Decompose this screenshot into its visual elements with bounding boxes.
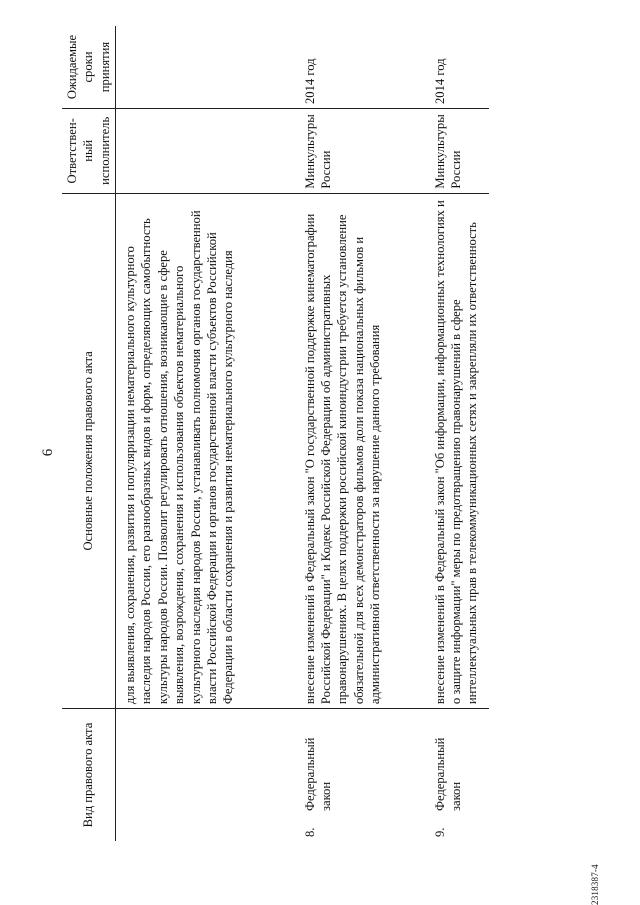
legal-acts-table (62, 26, 489, 841)
header-deadline: Ожидаемые сроки принятия (62, 26, 116, 109)
act-type-cell (296, 709, 426, 841)
header-provisions: Основные положения правового акта (62, 193, 116, 708)
executor-cell: Минкультуры России (296, 109, 426, 194)
header-act-type: Вид правового акта (62, 709, 116, 841)
row-number: 8. (302, 827, 317, 837)
deadline-cell (116, 26, 296, 109)
provisions-cell: для выявления, сохранения, развития и популяризации нематериального культурного наследия народов России, его разнообразных видов и форм, определяющих самобытность культуры народов России. Позволит регулировать отношения, возникающие в сфере выявления, возрождения, сохранения и использования объектов нематериального культурного наследия народов России, устанавливать полномочия органов государственной власти Российской Федерации и органов государственной власти субъектов Российской Федерации в области сохранения и развития нематериального культурного наследия (116, 193, 296, 708)
page-number: 6 (40, 448, 56, 457)
table-row (426, 26, 489, 841)
row-number: 9. (432, 827, 447, 837)
provisions-cell: внесение изменений в Федеральный закон "О государственной поддержке кинематографии Российской Федерации" и Кодекс Российской Федерации об административных правонарушениях. В целях поддержки российской киноиндустрии требуется установление обязательной для всех демонстраторов фильмов доли показа национальных фильмов и административной ответственности за нарушение данного требования (296, 193, 426, 708)
act-type-cell (116, 709, 296, 841)
provisions-cell: внесение изменений в Федеральный закон "Об информации, информационных технологиях и о защите информации" меры по предотвращению правонарушений в сфере интеллектуальных прав в телекоммуникационных сетях и закрепляли их ответственность (426, 193, 489, 708)
header-executor: Ответствен-ный исполнитель (62, 109, 116, 194)
act-type-cell (426, 709, 489, 841)
executor-cell: Минкультуры России (426, 109, 489, 194)
table-row (296, 26, 426, 841)
table-header-row (62, 26, 116, 841)
deadline-cell: 2014 год (296, 26, 426, 109)
act-type: Федеральный закон (302, 737, 333, 811)
document-code: 2318387-4 (590, 864, 600, 905)
table-row (116, 26, 296, 841)
act-type: Федеральный закон (432, 737, 463, 811)
deadline-cell: 2014 год (426, 26, 489, 109)
executor-cell (116, 109, 296, 194)
